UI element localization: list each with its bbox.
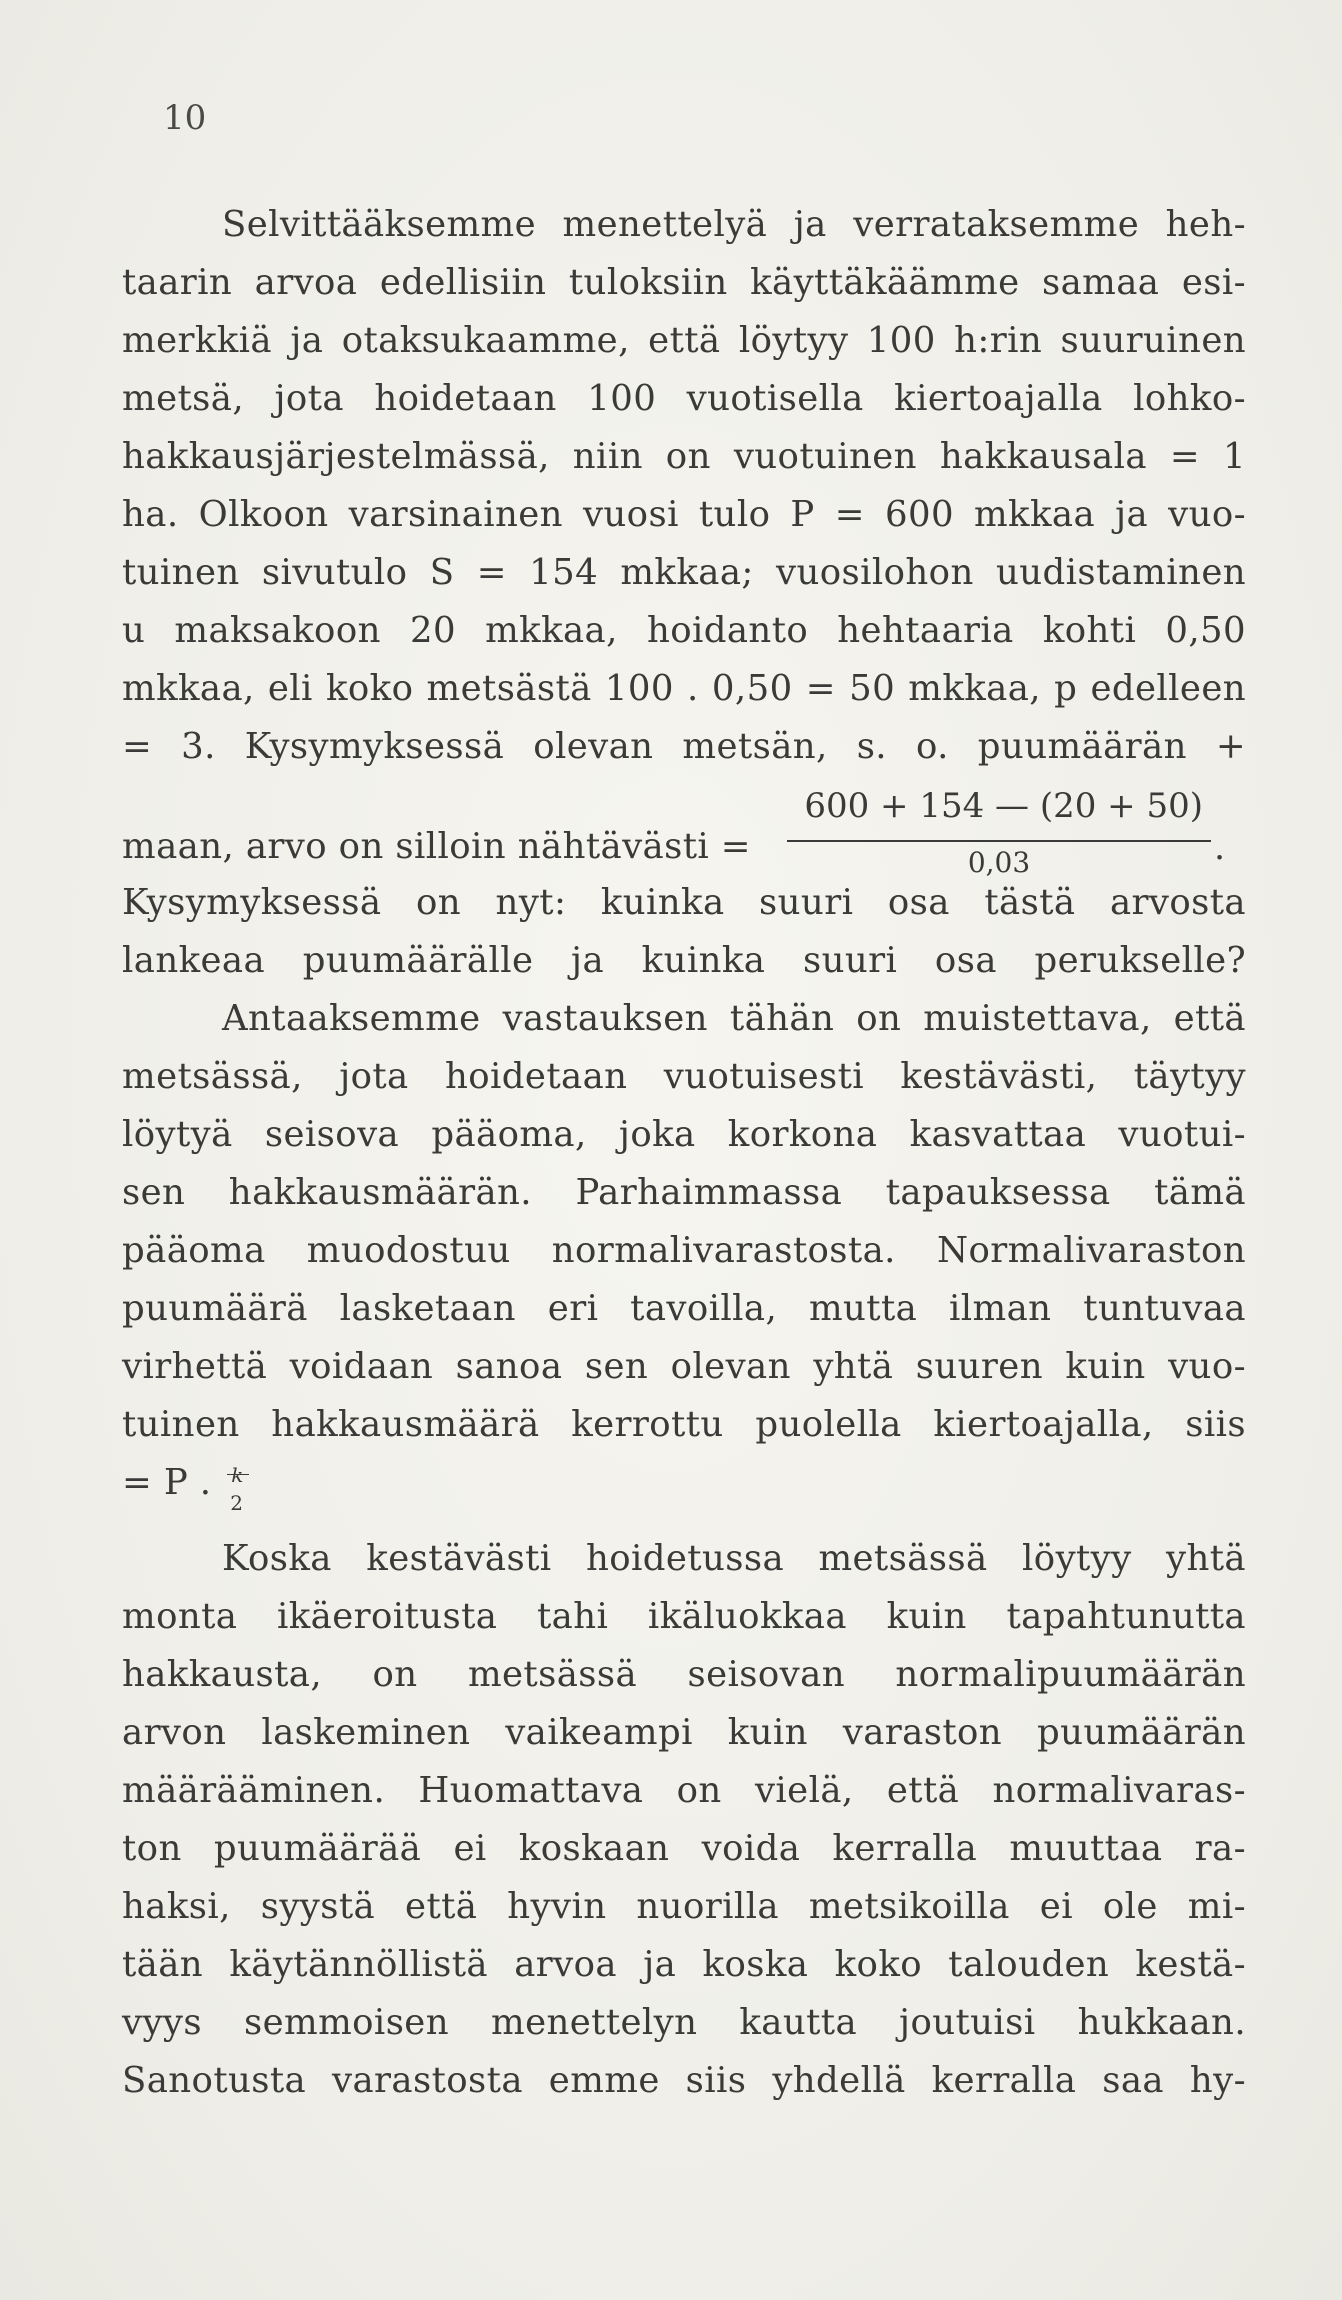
- fraction-terminator: .: [1214, 828, 1226, 868]
- text-line: hakkausjärjestelmässä, niin on vuotuinen hakkausala = 1: [122, 436, 1246, 477]
- text-line: hakkausta, on metsässä seisovan normalipuumäärän: [122, 1654, 1246, 1695]
- text-line: vyys semmoisen menettelyn kautta joutuisi hukkaan.: [122, 2002, 1246, 2043]
- text-line: määrääminen. Huomattava on vielä, että normalivaras-: [122, 1770, 1246, 1811]
- text-line: haksi, syystä että hyvin nuorilla metsikoilla ei ole mi-: [122, 1886, 1246, 1927]
- text-line: Antaaksemme vastauksen tähän on muistettava, että: [222, 998, 1246, 1039]
- text-line: Kysymyksessä on nyt: kuinka suuri osa tästä arvosta: [122, 882, 1246, 923]
- text-line: tuinen sivutulo S = 154 mkkaa; vuosilohon uudistaminen: [122, 552, 1246, 593]
- text-line: löytyä seisova pääoma, joka korkona kasvattaa vuotui-: [122, 1114, 1246, 1155]
- text-line: = 3. Kysymyksessä olevan metsän, s. o. puumäärän +: [122, 726, 1246, 767]
- text-line: pääoma muodostuu normalivarastosta. Normalivaraston: [122, 1230, 1246, 1271]
- text-line: virhettä voidaan sanoa sen olevan yhtä suuren kuin vuo-: [122, 1346, 1246, 1387]
- text-line: ha. Olkoon varsinainen vuosi tulo P = 600 mkkaa ja vuo-: [122, 494, 1246, 535]
- fraction-numerator: 600 + 154 — (20 + 50): [804, 786, 1203, 826]
- text-line: Koska kestävästi hoidetussa metsässä löytyy yhtä: [222, 1538, 1246, 1579]
- half-rotation-fraction: [227, 1460, 249, 1515]
- text-line: lankeaa puumäärälle ja kuinka suuri osa perukselle?: [122, 940, 1246, 981]
- text-line: arvon laskeminen vaikeampi kuin varaston puumäärän: [122, 1712, 1246, 1753]
- text-line: taarin arvoa edellisiin tuloksiin käyttäkäämme samaa esi-: [122, 262, 1246, 303]
- text-line: merkkiä ja otaksukaamme, että löytyy 100 h:rin suuruinen: [122, 320, 1246, 361]
- text-line: maan, arvo on silloin nähtävästi =: [122, 826, 751, 867]
- text-line: tään käytännöllistä arvoa ja koska koko talouden kestä-: [122, 1944, 1246, 1985]
- fraction-denominator: 0,03: [967, 846, 1031, 879]
- text-line: metsässä, jota hoidetaan vuotuisesti kestävästi, täytyy: [122, 1056, 1246, 1097]
- fraction-bar: [787, 840, 1211, 842]
- fraction-numerator: k: [231, 1463, 244, 1487]
- text-line: metsä, jota hoidetaan 100 vuotisella kiertoajalla lohko-: [122, 378, 1246, 419]
- text-line: u maksakoon 20 mkkaa, hoidanto hehtaaria kohti 0,50: [122, 610, 1246, 651]
- text-line: = P .: [122, 1462, 212, 1503]
- text-line: Sanotusta varastosta emme siis yhdellä kerralla saa hy-: [122, 2060, 1246, 2101]
- text-line: ton puumäärää ei koskaan voida kerralla muuttaa ra-: [122, 1828, 1246, 1869]
- text-line: Selvittääksemme menettelyä ja verrataksemme heh-: [222, 204, 1246, 245]
- text-line: tuinen hakkausmäärä kerrottu puolella kiertoajalla, siis: [122, 1404, 1246, 1445]
- page-number: 10: [163, 98, 207, 138]
- text-line: puumäärä lasketaan eri tavoilla, mutta ilman tuntuvaa: [122, 1288, 1246, 1329]
- text-line: monta ikäeroitusta tahi ikäluokkaa kuin tapahtunutta: [122, 1596, 1246, 1637]
- formula-line: [122, 1454, 1246, 1515]
- text-line: mkkaa, eli koko metsästä 100 . 0,50 = 50 mkkaa, p edelleen: [122, 668, 1246, 709]
- text-line: sen hakkausmäärän. Parhaimmassa tapauksessa tämä: [122, 1172, 1246, 1213]
- fraction-denominator: 2: [230, 1491, 244, 1515]
